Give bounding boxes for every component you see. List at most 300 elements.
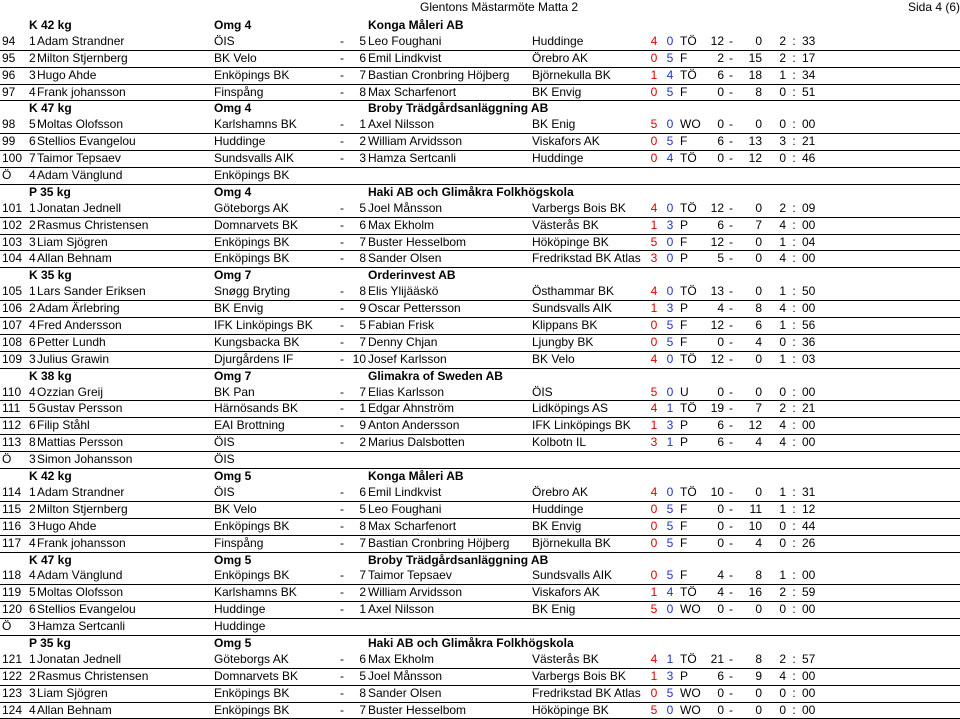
opponent-club: IFK Linköpings BK	[532, 418, 631, 433]
technical-points-2: 16	[748, 585, 762, 600]
wrestler-club: ÖIS	[214, 435, 235, 450]
wrestler-name: Simon Johansson	[37, 452, 133, 467]
match-row	[0, 703, 960, 719]
match-number: 107	[2, 318, 23, 333]
score-dash: -	[729, 67, 733, 82]
round-label: Omg 7	[214, 268, 252, 283]
technical-points-1: 6	[717, 217, 724, 232]
separator-dash: -	[340, 151, 344, 166]
wrestler-position: 8	[29, 435, 36, 450]
wrestler-position: 3	[29, 685, 36, 700]
separator-dash: -	[340, 568, 344, 583]
opponent-position: 1	[359, 401, 366, 416]
wrestler-position: 2	[29, 668, 36, 683]
time-colon: :	[792, 334, 796, 349]
score-dash: -	[729, 501, 733, 516]
opponent-name: Denny Chjan	[368, 334, 438, 349]
time-colon: :	[792, 501, 796, 516]
wrestler-position: 3	[29, 452, 36, 467]
separator-dash: -	[340, 67, 344, 82]
separator-dash: -	[340, 334, 344, 349]
separator-dash: -	[340, 50, 344, 65]
opponent-club: Sundsvalls AIK	[532, 568, 613, 583]
technical-points-1: 6	[717, 418, 724, 433]
classification-points-red: 5	[650, 117, 658, 132]
technical-points-1: 10	[710, 484, 724, 499]
technical-points-2: 15	[748, 50, 762, 65]
wrestler-position: 3	[29, 619, 36, 634]
result-type: F	[680, 84, 688, 99]
weight-class: K 47 kg	[29, 101, 72, 116]
round-label: Omg 7	[214, 368, 252, 383]
wrestler-position: 6	[29, 134, 36, 149]
wrestler-club: Göteborgs AK	[214, 651, 289, 666]
bye-marker: Ö	[2, 619, 12, 634]
technical-points-1: 13	[710, 284, 724, 299]
wrestler-name: Rasmus Christensen	[37, 668, 149, 683]
score-dash: -	[729, 151, 733, 166]
separator-dash: -	[340, 200, 344, 215]
time-minutes: 1	[779, 318, 786, 333]
match-number: 124	[2, 702, 23, 717]
opponent-position: 8	[359, 284, 366, 299]
separator-dash: -	[340, 585, 344, 600]
match-row	[0, 117, 960, 134]
opponent-name: Axel Nilsson	[368, 602, 435, 617]
technical-points-2: 8	[755, 651, 762, 666]
result-type: TÖ	[680, 284, 697, 299]
match-number: 105	[2, 284, 23, 299]
wrestler-position: 1	[29, 284, 36, 299]
result-type: P	[680, 668, 689, 683]
classification-points-red: 1	[650, 67, 658, 82]
match-number: 121	[2, 651, 23, 666]
wrestler-position: 5	[29, 117, 36, 132]
separator-dash: -	[340, 702, 344, 717]
wrestler-position: 3	[29, 67, 36, 82]
score-dash: -	[729, 334, 733, 349]
classification-points-red: 5	[650, 602, 658, 617]
separator-dash: -	[340, 384, 344, 399]
match-row	[0, 201, 960, 218]
classification-points-blue: 5	[666, 535, 674, 550]
match-row	[0, 68, 960, 85]
opponent-position: 5	[359, 33, 366, 48]
match-row	[0, 335, 960, 352]
match-row	[0, 318, 960, 335]
time-minutes: 1	[779, 284, 786, 299]
technical-points-2: 12	[748, 151, 762, 166]
score-dash: -	[729, 602, 733, 617]
classification-points-red: 4	[650, 284, 658, 299]
time-colon: :	[792, 234, 796, 249]
match-row	[0, 602, 960, 619]
weight-class: K 42 kg	[29, 469, 72, 484]
technical-points-2: 0	[755, 602, 762, 617]
time-seconds: 00	[802, 668, 816, 683]
opponent-position: 2	[359, 585, 366, 600]
wrestler-position: 6	[29, 602, 36, 617]
opponent-position: 5	[359, 668, 366, 683]
time-seconds: 26	[802, 535, 816, 550]
technical-points-2: 4	[755, 535, 762, 550]
opponent-club: Västerås BK	[532, 651, 599, 666]
wrestler-position: 1	[29, 33, 36, 48]
wrestler-club: Enköpings BK	[214, 568, 290, 583]
opponent-position: 7	[359, 384, 366, 399]
wrestler-position: 4	[29, 568, 36, 583]
result-type: WO	[680, 602, 701, 617]
classification-points-red: 5	[650, 384, 658, 399]
group-header	[0, 369, 960, 385]
score-dash: -	[729, 484, 733, 499]
classification-points-blue: 3	[666, 217, 674, 232]
wrestler-position: 4	[29, 384, 36, 399]
wrestler-name: Filip Ståhl	[37, 418, 90, 433]
separator-dash: -	[340, 484, 344, 499]
technical-points-1: 0	[717, 535, 724, 550]
time-minutes: 4	[779, 217, 786, 232]
technical-points-1: 0	[717, 602, 724, 617]
separator-dash: -	[340, 602, 344, 617]
time-seconds: 36	[802, 334, 816, 349]
opponent-position: 10	[352, 351, 366, 366]
separator-dash: -	[340, 418, 344, 433]
time-colon: :	[792, 318, 796, 333]
opponent-name: Oscar Pettersson	[368, 301, 461, 316]
score-dash: -	[729, 117, 733, 132]
technical-points-2: 12	[748, 418, 762, 433]
opponent-position: 8	[359, 518, 366, 533]
wrestler-club: Härnösands BK	[214, 401, 299, 416]
technical-points-2: 8	[755, 301, 762, 316]
weight-class: K 38 kg	[29, 368, 72, 383]
time-seconds: 00	[802, 602, 816, 617]
time-seconds: 09	[802, 200, 816, 215]
wrestler-club: ÖIS	[214, 484, 235, 499]
classification-points-blue: 3	[666, 668, 674, 683]
opponent-name: Fabian Frisk	[368, 318, 435, 333]
opponent-position: 9	[359, 301, 366, 316]
match-number: 122	[2, 668, 23, 683]
opponent-name: Hamza Sertcanli	[368, 151, 457, 166]
technical-points-2: 10	[748, 518, 762, 533]
time-seconds: 00	[802, 384, 816, 399]
wrestler-name: Adam Strandner	[37, 33, 125, 48]
result-type: TÖ	[680, 585, 697, 600]
time-minutes: 0	[779, 685, 786, 700]
separator-dash: -	[340, 318, 344, 333]
time-minutes: 0	[779, 384, 786, 399]
wrestler-position: 4	[29, 251, 36, 266]
wrestler-club: Göteborgs AK	[214, 200, 289, 215]
result-type: WO	[680, 685, 701, 700]
opponent-position: 1	[359, 602, 366, 617]
wrestler-position: 4	[29, 702, 36, 717]
match-row	[0, 85, 960, 102]
result-type: TÖ	[680, 401, 697, 416]
separator-dash: -	[340, 401, 344, 416]
opponent-club: Björnekulla BK	[532, 535, 611, 550]
time-colon: :	[792, 217, 796, 232]
technical-points-1: 12	[710, 351, 724, 366]
time-seconds: 00	[802, 685, 816, 700]
wrestler-name: Rasmus Christensen	[37, 217, 149, 232]
opponent-club: Varbergs Bois BK	[532, 668, 626, 683]
classification-points-red: 0	[650, 318, 658, 333]
match-number: 117	[2, 535, 22, 550]
opponent-position: 6	[359, 651, 366, 666]
classification-points-blue: 3	[666, 418, 674, 433]
match-row	[0, 502, 960, 519]
separator-dash: -	[340, 518, 344, 533]
sponsor-name: Haki AB och Glimåkra Folkhögskola	[368, 635, 574, 650]
sponsor-name: Broby Trädgårdsanläggning AB	[368, 552, 549, 567]
group-header	[0, 185, 960, 201]
result-type: TÖ	[680, 484, 697, 499]
classification-points-blue: 5	[666, 685, 674, 700]
technical-points-1: 0	[717, 84, 724, 99]
match-row	[0, 284, 960, 301]
wrestler-club: Sundsvalls AIK	[214, 151, 295, 166]
result-type: TÖ	[680, 351, 697, 366]
opponent-position: 8	[359, 685, 366, 700]
wrestler-club: Finspång	[214, 535, 264, 550]
opponent-name: Leo Foughani	[368, 33, 442, 48]
time-minutes: 2	[779, 651, 786, 666]
group-header	[0, 18, 960, 34]
opponent-club: Örebro AK	[532, 484, 589, 499]
wrestler-name: Taimor Tepsaev	[37, 151, 121, 166]
match-row	[0, 218, 960, 235]
match-number: 118	[2, 568, 22, 583]
wrestler-position: 2	[29, 301, 36, 316]
wrestler-position: 3	[29, 234, 36, 249]
separator-dash: -	[340, 501, 344, 516]
time-minutes: 0	[779, 84, 786, 99]
wrestler-club: Enköpings BK	[214, 702, 290, 717]
classification-points-red: 0	[650, 501, 658, 516]
time-seconds: 00	[802, 217, 816, 232]
classification-points-blue: 0	[666, 384, 674, 399]
technical-points-2: 13	[748, 134, 762, 149]
result-type: P	[680, 251, 689, 266]
time-seconds: 00	[802, 418, 816, 433]
technical-points-1: 12	[710, 200, 724, 215]
opponent-club: Björnekulla BK	[532, 67, 611, 82]
classification-points-blue: 0	[666, 200, 674, 215]
match-number: 119	[2, 585, 22, 600]
wrestler-position: 4	[29, 84, 36, 99]
wrestler-name: Julius Grawin	[37, 351, 110, 366]
sponsor-name: Konga Måleri AB	[368, 18, 464, 32]
score-dash: -	[729, 217, 733, 232]
match-number: 102	[2, 217, 23, 232]
match-row	[0, 352, 960, 369]
match-number: 96	[2, 67, 16, 82]
score-dash: -	[729, 318, 733, 333]
result-type: F	[680, 318, 688, 333]
score-dash: -	[729, 134, 733, 149]
match-number: 120	[2, 602, 23, 617]
technical-points-2: 9	[755, 668, 762, 683]
time-colon: :	[792, 668, 796, 683]
match-row	[0, 585, 960, 602]
time-colon: :	[792, 200, 796, 215]
classification-points-red: 1	[650, 668, 658, 683]
score-dash: -	[729, 418, 733, 433]
time-minutes: 3	[779, 134, 786, 149]
wrestler-position: 7	[29, 151, 36, 166]
match-row	[0, 485, 960, 502]
wrestler-position: 5	[29, 585, 36, 600]
classification-points-red: 4	[650, 401, 658, 416]
opponent-name: Joel Månsson	[368, 668, 443, 683]
result-type: F	[680, 568, 688, 583]
time-colon: :	[792, 384, 796, 399]
technical-points-1: 6	[717, 134, 724, 149]
technical-points-1: 6	[717, 67, 724, 82]
technical-points-1: 21	[710, 651, 724, 666]
group-header	[0, 636, 960, 652]
wrestler-position: 6	[29, 418, 36, 433]
result-type: F	[680, 518, 688, 533]
wrestler-name: Petter Lundh	[37, 334, 106, 349]
match-row	[0, 652, 960, 669]
time-minutes: 2	[779, 50, 786, 65]
group-header	[0, 553, 960, 569]
time-minutes: 0	[779, 535, 786, 550]
opponent-name: Sander Olsen	[368, 685, 442, 700]
classification-points-red: 1	[650, 301, 658, 316]
time-seconds: 00	[802, 435, 816, 450]
time-seconds: 56	[802, 318, 816, 333]
score-dash: -	[729, 251, 733, 266]
round-label: Omg 4	[214, 184, 252, 199]
opponent-name: Max Scharfenort	[368, 518, 457, 533]
result-type: P	[680, 435, 689, 450]
technical-points-1: 5	[717, 251, 724, 266]
classification-points-red: 0	[650, 334, 658, 349]
opponent-name: Buster Hesselbom	[368, 702, 467, 717]
technical-points-2: 7	[755, 401, 762, 416]
opponent-position: 6	[359, 217, 366, 232]
wrestler-position: 2	[29, 50, 36, 65]
match-number: 113	[2, 435, 22, 450]
match-number: 101	[2, 200, 23, 215]
opponent-name: Emil Lindkvist	[368, 484, 442, 499]
wrestler-name: Jonatan Jednell	[37, 651, 122, 666]
technical-points-2: 0	[755, 284, 762, 299]
wrestler-name: Ozzian Greij	[37, 384, 104, 399]
match-number: 98	[2, 117, 16, 132]
technical-points-2: 0	[755, 200, 762, 215]
opponent-name: Taimor Tepsaev	[368, 568, 452, 583]
score-dash: -	[729, 84, 733, 99]
sponsor-name: Broby Trädgårdsanläggning AB	[368, 101, 549, 116]
match-row	[0, 669, 960, 686]
result-type: P	[680, 301, 689, 316]
time-colon: :	[792, 401, 796, 416]
classification-points-blue: 0	[666, 702, 674, 717]
technical-points-1: 0	[717, 501, 724, 516]
technical-points-1: 0	[717, 518, 724, 533]
technical-points-1: 0	[717, 117, 724, 132]
result-type: TÖ	[680, 151, 697, 166]
classification-points-red: 5	[650, 234, 658, 249]
score-dash: -	[729, 435, 733, 450]
classification-points-red: 0	[650, 535, 658, 550]
time-seconds: 12	[802, 501, 816, 516]
classification-points-blue: 5	[666, 501, 674, 516]
classification-points-red: 1	[650, 217, 658, 232]
wrestler-name: Milton Stjernberg	[37, 501, 128, 516]
time-seconds: 00	[802, 568, 816, 583]
result-type: F	[680, 134, 688, 149]
score-dash: -	[729, 585, 733, 600]
wrestler-name: Stellios Evangelou	[37, 134, 136, 149]
time-colon: :	[792, 84, 796, 99]
classification-points-blue: 4	[666, 151, 674, 166]
time-colon: :	[792, 568, 796, 583]
technical-points-2: 4	[755, 334, 762, 349]
sponsor-name: Haki AB och Glimåkra Folkhögskola	[368, 184, 574, 199]
document-title: Glentons Mästarmöte Matta 2	[420, 0, 579, 14]
wrestler-position: 5	[29, 401, 36, 416]
separator-dash: -	[340, 234, 344, 249]
match-row	[0, 401, 960, 418]
match-number: 100	[2, 151, 23, 166]
classification-points-red: 0	[650, 84, 658, 99]
opponent-club: Sundsvalls AIK	[532, 301, 613, 316]
opponent-position: 8	[359, 84, 366, 99]
score-dash: -	[729, 384, 733, 399]
technical-points-1: 4	[717, 585, 724, 600]
time-colon: :	[792, 67, 796, 82]
time-minutes: 0	[779, 117, 786, 132]
separator-dash: -	[340, 351, 344, 366]
classification-points-red: 4	[650, 484, 658, 499]
score-dash: -	[729, 50, 733, 65]
match-number: 110	[2, 384, 22, 399]
technical-points-2: 0	[755, 702, 762, 717]
classification-points-red: 4	[650, 651, 658, 666]
time-seconds: 00	[802, 251, 816, 266]
time-colon: :	[792, 351, 796, 366]
wrestler-club: Domnarvets BK	[214, 668, 299, 683]
technical-points-1: 0	[717, 685, 724, 700]
result-type: F	[680, 50, 688, 65]
classification-points-blue: 5	[666, 518, 674, 533]
sponsor-name: Orderinvest AB	[368, 268, 456, 283]
classification-points-red: 0	[650, 568, 658, 583]
wrestler-club: Enköpings BK	[214, 168, 290, 183]
classification-points-red: 0	[650, 518, 658, 533]
match-number: 112	[2, 418, 22, 433]
score-dash: -	[729, 33, 733, 48]
result-type: TÖ	[680, 33, 697, 48]
time-minutes: 0	[779, 518, 786, 533]
classification-points-blue: 1	[666, 401, 674, 416]
wrestler-name: Allan Behnam	[37, 702, 112, 717]
opponent-club: BK Velo	[532, 351, 575, 366]
match-row	[0, 686, 960, 703]
technical-points-1: 19	[710, 401, 724, 416]
wrestler-name: Moltas Olofsson	[37, 117, 124, 132]
time-seconds: 00	[802, 301, 816, 316]
separator-dash: -	[340, 535, 344, 550]
wrestler-club: ÖIS	[214, 452, 235, 467]
